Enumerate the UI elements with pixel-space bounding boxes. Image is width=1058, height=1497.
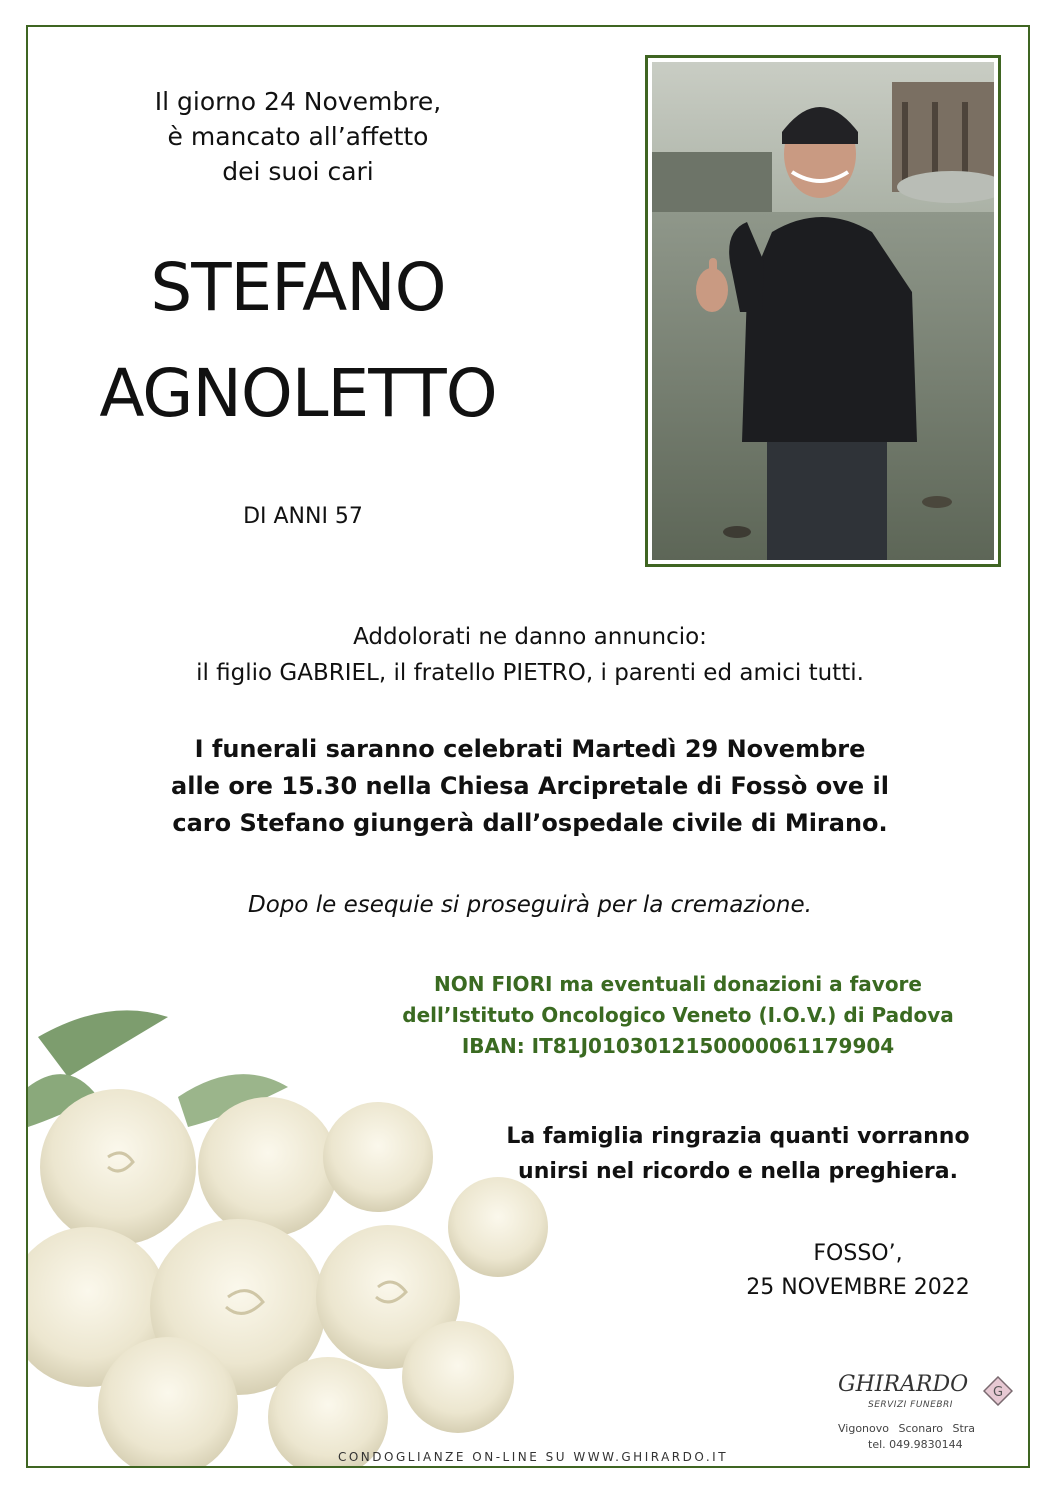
logo-badge-letter: G bbox=[992, 1385, 1004, 1400]
thanks-line-1: La famiglia ringrazia quanti vorranno bbox=[506, 1124, 970, 1149]
donation-line-1: NON FIORI ma eventuali donazioni a favore bbox=[434, 972, 922, 996]
announcement-line-1: Addolorati ne danno annuncio: bbox=[353, 624, 707, 650]
logo-towns: Vigonovo Sconaro Stra bbox=[838, 1422, 976, 1435]
place-and-date bbox=[718, 1237, 998, 1305]
intro-line-1: Il giorno 24 Novembre, bbox=[154, 87, 442, 116]
deceased-first-name: STEFANO bbox=[150, 249, 446, 326]
donation-iban: IBAN: IT81J0103012150000061179904 bbox=[461, 1034, 895, 1058]
portrait-photo-image bbox=[652, 62, 994, 560]
logo-phone: tel. 049.9830144 bbox=[868, 1438, 963, 1451]
logo-subtitle: SERVIZI FUNEBRI bbox=[868, 1400, 953, 1410]
logo-name: GHIRARDO bbox=[838, 1372, 969, 1397]
intro-text bbox=[148, 84, 448, 189]
funeral-line-2: alle ore 15.30 nella Chiesa Arcipretale di Fossò ove il bbox=[171, 772, 889, 800]
donation-note bbox=[358, 969, 998, 1062]
diamond-logo-icon bbox=[983, 1376, 1013, 1406]
deceased-last-name: AGNOLETTO bbox=[99, 355, 497, 432]
intro-line-3: dei suoi cari bbox=[222, 157, 374, 186]
donation-line-2: dell’Istituto Oncologico Veneto (I.O.V.) di Padova bbox=[402, 1003, 954, 1027]
family-thanks bbox=[468, 1119, 1008, 1189]
announcement bbox=[28, 619, 1030, 691]
thanks-line-2: unirsi nel ricordo e nella preghiera. bbox=[518, 1159, 958, 1184]
funeral-details bbox=[28, 731, 1030, 842]
date: 25 NOVEMBRE 2022 bbox=[746, 1275, 970, 1300]
condolences-link[interactable]: CONDOGLIANZE ON-LINE SU WWW.GHIRARDO.IT bbox=[337, 1450, 729, 1464]
funeral-line-3: caro Stefano giungerà dall’ospedale civile di Mirano. bbox=[172, 809, 888, 837]
after-service-note: Dopo le esequie si proseguirà per la cremazione. bbox=[248, 892, 812, 918]
funeral-home-logo bbox=[828, 1372, 1028, 1462]
place: FOSSO’, bbox=[813, 1241, 903, 1266]
funeral-line-1: I funerali saranno celebrati Martedì 29 Novembre bbox=[194, 735, 866, 763]
deceased-age: DI ANNI 57 bbox=[243, 504, 363, 529]
announcement-line-2: il figlio GABRIEL, il fratello PIETRO, i parenti ed amici tutti. bbox=[196, 660, 864, 686]
intro-line-2: è mancato all’affetto bbox=[167, 122, 429, 151]
obituary-frame bbox=[26, 25, 1030, 1468]
portrait-photo bbox=[645, 55, 1001, 567]
